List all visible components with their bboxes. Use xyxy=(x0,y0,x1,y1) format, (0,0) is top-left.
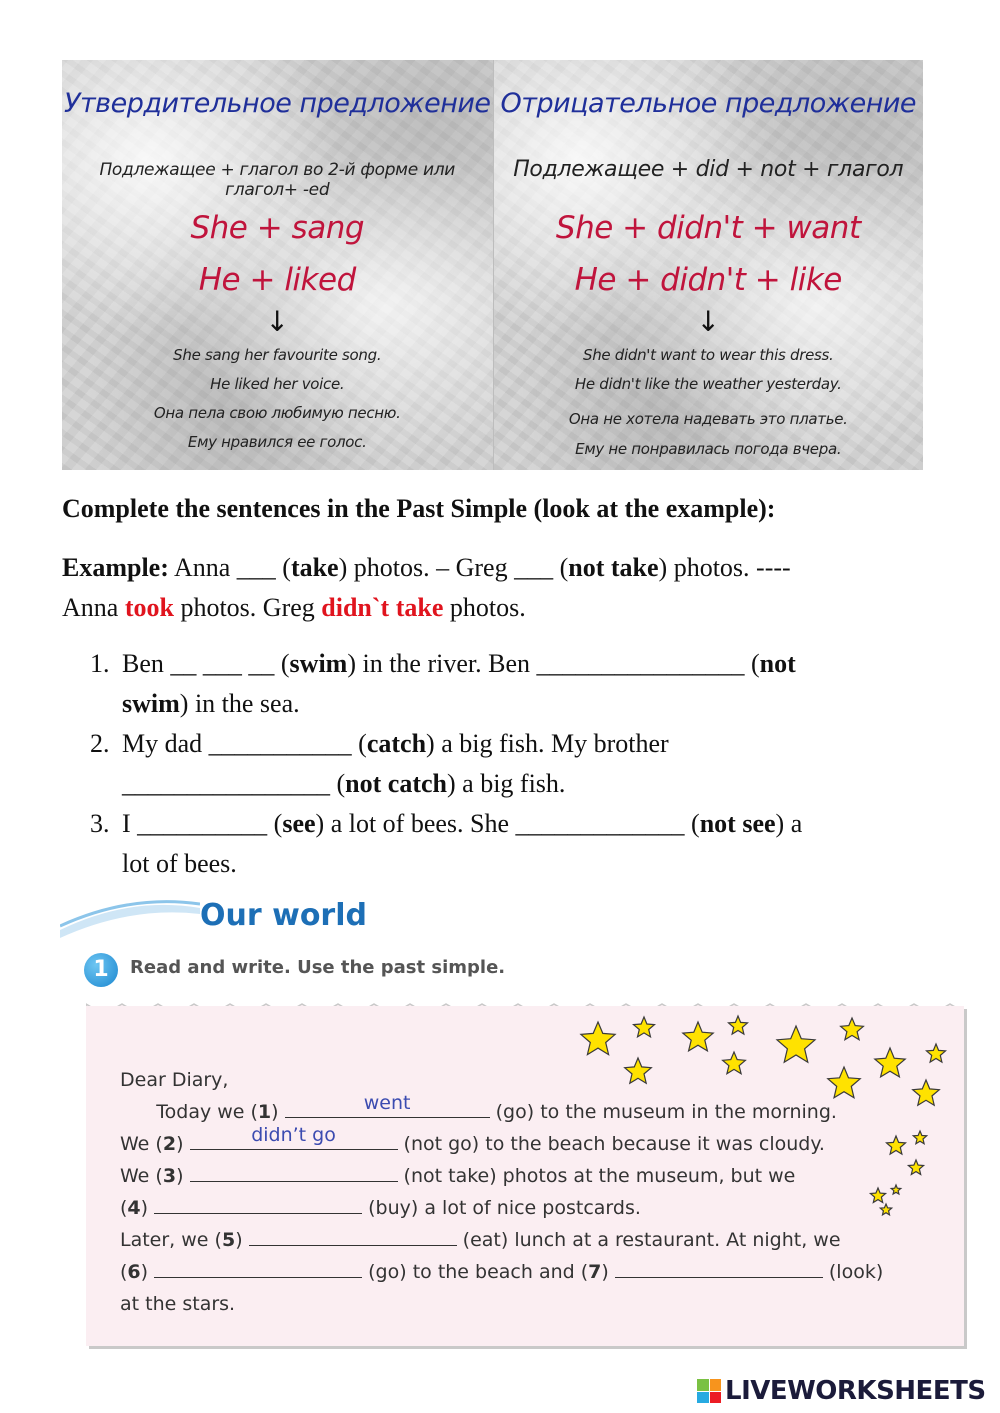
blank-number: 6 xyxy=(127,1261,141,1283)
negative-example-2: He + didn't + like xyxy=(574,262,842,298)
exercise-verb: not catch xyxy=(345,769,447,798)
diary-text-part: Later, we ( xyxy=(120,1229,222,1251)
section-title: Our world xyxy=(200,898,367,933)
example-answer: didn`t take xyxy=(321,593,444,622)
affirmative-panel xyxy=(62,60,493,470)
diary-text-part: Today we ( xyxy=(156,1101,258,1123)
arrow-down-icon: ↓ xyxy=(696,305,720,338)
task-instruction: Read and write. Use the past simple. xyxy=(130,957,506,978)
diary-line xyxy=(120,1160,920,1192)
star-icon xyxy=(683,1022,713,1051)
negative-panel xyxy=(493,60,924,470)
affirmative-line: Она пела свою любимую песню. xyxy=(153,404,401,422)
exercise-number: 3. xyxy=(90,809,110,838)
exercise-verb: not see xyxy=(699,809,776,838)
exercise-number: 1. xyxy=(90,649,110,678)
answer-filled: didn’t go xyxy=(251,1124,336,1146)
answer-filled: went xyxy=(363,1092,411,1114)
diary-text-part: ) xyxy=(271,1101,285,1123)
diary-text-part: ) xyxy=(140,1261,155,1283)
affirmative-line: Ему нравился ее голос. xyxy=(187,433,367,451)
diary-text-part: We ( xyxy=(120,1165,163,1187)
diary-text-part: (eat) lunch at a restaurant. At night, we xyxy=(456,1229,841,1251)
diary-text-part: ) xyxy=(176,1133,190,1155)
diary-text-part: (go) to the museum in the morning. xyxy=(489,1101,837,1123)
arrow-down-icon: ↓ xyxy=(265,305,289,338)
exercise-text: ) a xyxy=(775,809,803,838)
logo-text: LIVEWORKSHEETS xyxy=(725,1376,986,1406)
diary-text-part: ) xyxy=(140,1197,155,1219)
answer-blank-1[interactable] xyxy=(285,1092,490,1118)
exercise-item xyxy=(90,804,920,884)
exercise-verb: not xyxy=(759,649,796,678)
exercise-item xyxy=(90,644,920,724)
example-verb: take xyxy=(290,553,339,582)
example-block xyxy=(62,548,932,628)
diary-text-part: (not take) photos at the museum, but we xyxy=(397,1165,796,1187)
negative-title: Отрицательное предложение xyxy=(500,88,917,119)
grammar-rules-image xyxy=(62,60,923,470)
affirmative-line: He liked her voice. xyxy=(210,375,345,393)
exercise-verb: swim xyxy=(122,689,180,718)
blank-number: 5 xyxy=(221,1229,236,1251)
exercise-text: Ben __ ___ __ ( xyxy=(122,649,290,678)
diary-text xyxy=(120,1064,920,1320)
answer-blank-3[interactable] xyxy=(190,1160,398,1182)
exercise-text: ) a lot of bees. She _____________ ( xyxy=(315,809,700,838)
diary-text-part: ) xyxy=(601,1261,615,1283)
star-icon xyxy=(841,1018,864,1040)
diary-line xyxy=(120,1256,920,1288)
negative-line: She didn't want to wear this dress. xyxy=(582,346,834,364)
exercise-text: ) a big fish. xyxy=(447,769,566,798)
affirmative-title: Утвердительное предложение xyxy=(63,88,491,119)
answer-blank-6[interactable] xyxy=(154,1256,362,1278)
answer-blank-5[interactable] xyxy=(249,1224,457,1246)
diary-line xyxy=(120,1224,920,1256)
example-text: photos. Greg xyxy=(173,593,322,622)
instruction: Complete the sentences in the Past Simple (look at the example): xyxy=(62,494,776,523)
diary-text-part: ) xyxy=(176,1165,190,1187)
affirmative-example-2: He + liked xyxy=(198,262,356,298)
negative-example-1: She + didn't + want xyxy=(555,210,861,246)
example-text: Anna xyxy=(62,593,125,622)
answer-blank-7[interactable] xyxy=(615,1256,823,1278)
diary-text-part: ( xyxy=(120,1261,128,1283)
blank-number: 2 xyxy=(162,1133,177,1155)
exercise-text: ) in the sea. xyxy=(179,689,300,718)
example-text: photos. xyxy=(443,593,526,622)
example-label: Example: xyxy=(62,553,169,582)
exercise-number: 2. xyxy=(90,729,110,758)
negative-line: Она не хотела надевать это платье. xyxy=(568,410,848,428)
task-number-badge: 1 xyxy=(84,953,118,987)
blank-number: 4 xyxy=(127,1197,141,1219)
star-icon xyxy=(729,1016,748,1034)
example-answer: took xyxy=(124,593,174,622)
exercise-verb: swim xyxy=(289,649,348,678)
logo-icon xyxy=(697,1379,721,1403)
diary-text-part: (look) xyxy=(822,1261,884,1283)
diary-text-part: We ( xyxy=(120,1133,163,1155)
affirmative-example-1: She + sang xyxy=(190,210,365,246)
example-text: ) photos. – Greg ___ ( xyxy=(338,553,569,582)
example-text: ) photos. ---- xyxy=(658,553,791,582)
diary-text-part: ) xyxy=(235,1229,249,1251)
exercise-list xyxy=(90,644,920,884)
exercise-verb: see xyxy=(282,809,316,838)
exercise-text: I __________ ( xyxy=(122,809,283,838)
exercise-item xyxy=(90,724,920,804)
diary-line xyxy=(120,1192,920,1224)
blank-number: 3 xyxy=(162,1165,177,1187)
diary-line: at the stars. xyxy=(120,1293,236,1315)
swoosh-decoration xyxy=(60,900,200,940)
diary-text-part: ( xyxy=(120,1197,128,1219)
exercise-text: ) a big fish. My brother xyxy=(426,729,669,758)
blank-number: 1 xyxy=(257,1101,272,1123)
exercise-text: lot of bees. xyxy=(122,849,237,878)
exercise-verb: catch xyxy=(366,729,427,758)
example-text: Anna ___ ( xyxy=(168,553,291,582)
negative-formula: Подлежащее + did + not + глагол xyxy=(513,157,904,182)
star-icon xyxy=(581,1022,615,1055)
diary-line xyxy=(120,1124,920,1160)
exercise-text: My dad ___________ ( xyxy=(122,729,367,758)
diary-greeting: Dear Diary, xyxy=(120,1069,229,1091)
liveworksheets-logo xyxy=(697,1376,986,1406)
diary-text-part: (go) to the beach and ( xyxy=(362,1261,589,1283)
exercise-text: ) in the river. Ben ________________ ( xyxy=(347,649,760,678)
answer-blank-2[interactable] xyxy=(190,1124,398,1150)
blank-number: 7 xyxy=(588,1261,602,1283)
star-icon xyxy=(777,1026,815,1062)
negative-line: Ему не понравилась погода вчера. xyxy=(575,440,842,458)
star-icon xyxy=(927,1044,946,1062)
star-icon xyxy=(634,1017,655,1037)
exercise-text: ________________ ( xyxy=(122,769,346,798)
affirmative-formula: Подлежащее + глагол во 2-й форме или глагол+ -ed xyxy=(99,160,456,200)
affirmative-line: She sang her favourite song. xyxy=(173,346,382,364)
example-verb: not take xyxy=(568,553,659,582)
negative-line: He didn't like the weather yesterday. xyxy=(574,375,842,393)
diary-text-part: (not go) to the beach because it was cloudy. xyxy=(397,1133,825,1155)
diary-text-part: (buy) a lot of nice postcards. xyxy=(362,1197,641,1219)
answer-blank-4[interactable] xyxy=(154,1192,362,1214)
